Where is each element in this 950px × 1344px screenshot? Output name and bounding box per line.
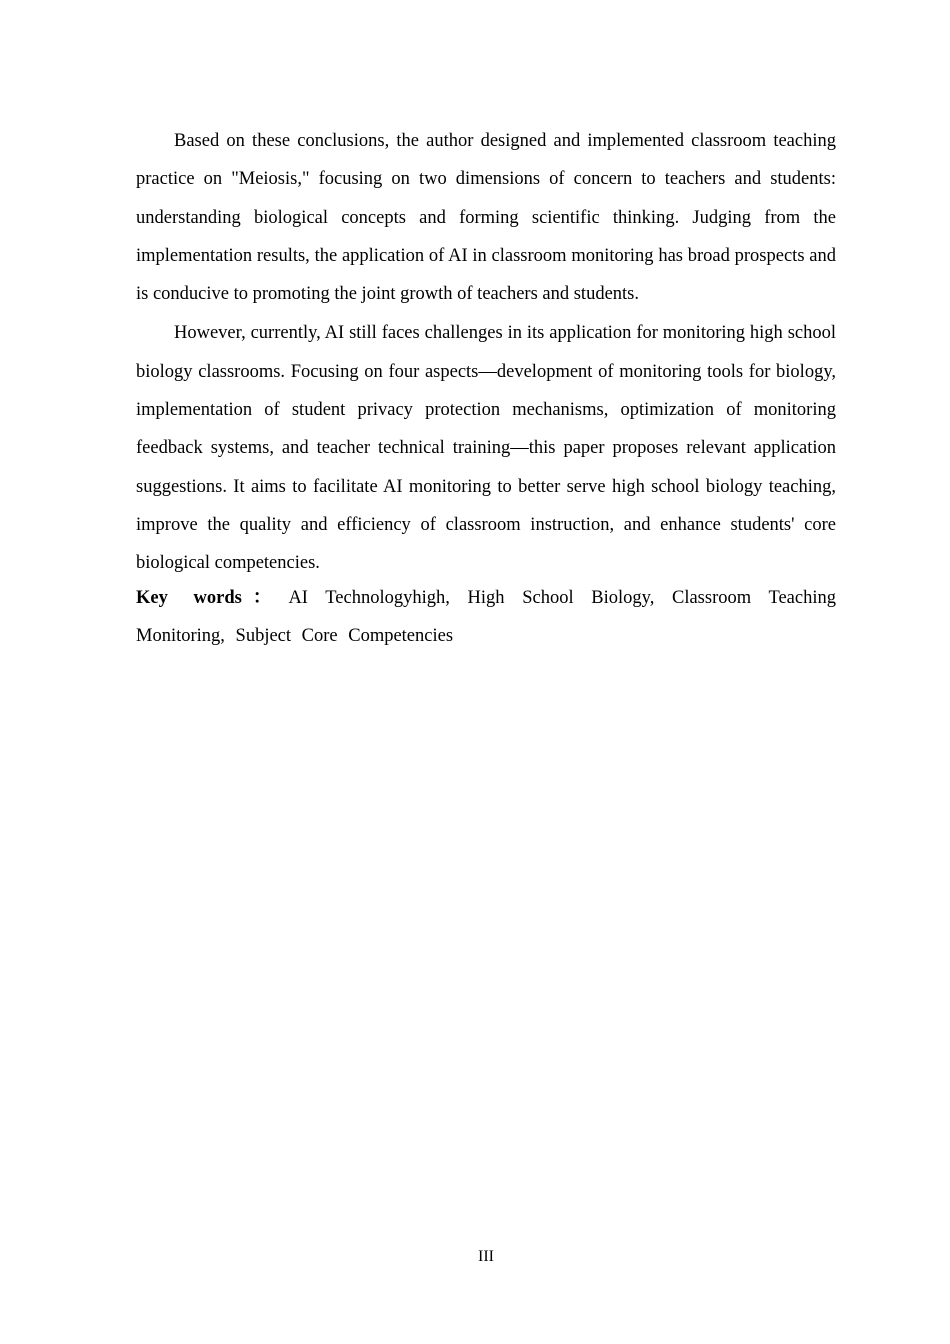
abstract-paragraph-2: However, currently, AI still faces challenges in its application for monitoring high school biology classrooms. Focusing on four aspects—development of monitoring tools for biology, implementation of student privacy protection mechanisms, optimization of monitoring feedback systems, and teacher technical training—this paper proposes relevant application suggestions. It aims to facilitate AI monitoring to better serve high school biology teaching, improve the quality and efficiency of classroom instruction, and enhance students' core biological competencies.	[136, 323, 836, 574]
keywords-line	[136, 579, 836, 656]
page-number: III	[478, 1248, 494, 1265]
abstract-paragraph-1: Based on these conclusions, the author designed and implemented classroom teaching practice on "Meiosis," focusing on two dimensions of concern to teachers and students: understanding biological concepts and forming scientific thinking. Judging from the implementation results, the application of AI in classroom monitoring has broad prospects and is conducive to promoting the joint growth of teachers and students.	[136, 131, 836, 305]
abstract-body	[136, 122, 836, 656]
keywords-label: Key words	[136, 587, 242, 608]
keywords-text: AI Technologyhigh, High School Biology, Classroom Teaching Monitoring, Subject Core Competencies	[136, 587, 836, 647]
keywords-colon: ：	[245, 587, 279, 608]
